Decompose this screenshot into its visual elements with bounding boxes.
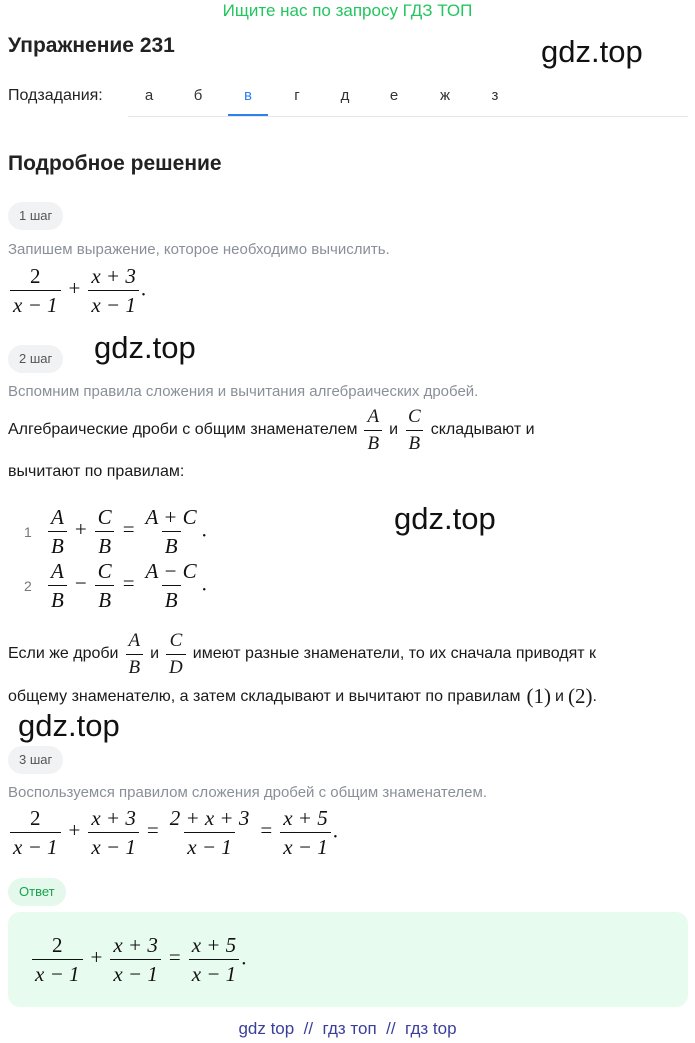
fraction: $\frac{2}{x - 1}$ (32, 933, 83, 986)
subtask-tab-b[interactable]: б (193, 87, 203, 104)
step1-badge: 1 шаг (8, 202, 63, 230)
fraction: $\frac{A + C}{B}$ (145, 505, 197, 559)
subtask-tab-g[interactable]: г (294, 87, 300, 104)
step2-text-2-line2: общему знаменателю, а затем складывают и вычитают по правилам (1) и (2) . (8, 684, 597, 708)
fraction: $\frac{x + 3}{x - 1}$ (110, 933, 161, 986)
step2-badge: 2 шаг (8, 345, 63, 373)
fraction: $\frac{A - C}{B}$ (145, 559, 197, 613)
fraction: $\frac{A}{B}$ (48, 505, 67, 558)
fraction: $\frac{C}{B}$ (95, 505, 115, 558)
subtasks-label: Подзадания: (8, 87, 103, 104)
fraction: $\frac{C}{B}$ (95, 559, 115, 612)
step1-hint: Запишем выражение, которое необходимо вычислить. (8, 241, 390, 258)
fraction: $\frac{A}{B}$ (48, 559, 67, 612)
rule-1-formula: $\frac{A}{B}$ + $\frac{C}{B}$ = $\frac{A + C}{B}$ . (46, 505, 207, 558)
step3-expression: $\frac{2}{x - 1}$ + $\frac{x + 3}{x - 1}$ = $\frac{2 + x + 3}{x - 1}$ = $\frac{x + 5}{x - 1}$ . (8, 806, 338, 859)
subtask-tab-a[interactable]: а (144, 87, 154, 104)
watermark: gdz.top (94, 330, 196, 365)
subtask-tab-d[interactable]: д (340, 87, 350, 104)
watermark: gdz.top (18, 708, 120, 743)
fraction: $\frac{x + 3}{x - 1}$ (88, 264, 139, 317)
subtasks-tabs (128, 78, 688, 117)
promo-banner[interactable]: Ищите нас по запросу ГДЗ ТОП (222, 1, 473, 20)
solution-heading: Подробное решение (8, 152, 222, 175)
fraction: $\frac{A}{B}$ (364, 406, 382, 455)
subtask-tab-v[interactable]: в (228, 78, 268, 116)
step2-hint: Вспомним правила сложения и вычитания алгебраических дробей. (8, 383, 479, 400)
watermark: gdz.top (541, 34, 643, 69)
watermark: gdz.top (394, 501, 496, 536)
step2-text-1-line2: вычитают по правилам: (8, 463, 185, 480)
subtask-tab-z[interactable]: з (491, 87, 499, 104)
step2-text-2: Если же дроби $\frac{A}{B}$ и $\frac{C}{D}$ имеют разные знаменатели, то их сначала приводят к (8, 630, 597, 678)
fraction: $\frac{2}{x - 1}$ (10, 806, 61, 859)
rule-number: 1 (24, 524, 32, 540)
subtask-tab-e[interactable]: е (389, 87, 399, 104)
fraction: $\frac{x + 5}{x - 1}$ (280, 806, 331, 859)
footer-links[interactable]: gdz top // гдз топ // гдз top (238, 1019, 457, 1038)
answer-expression: $\frac{2}{x - 1}$ + $\frac{x + 3}{x - 1}$ = $\frac{x + 5}{x - 1}$ . (30, 933, 246, 986)
fraction: $\frac{2}{x - 1}$ (10, 264, 61, 317)
step2-text-1: Алгебраические дроби с общим знаменателем $\frac{A}{B}$ и $\frac{C}{B}$ складывают и (8, 406, 535, 454)
fraction: $\frac{2 + x + 3}{x - 1}$ (169, 806, 250, 860)
page-title: Упражнение 231 (8, 34, 175, 57)
fraction: $\frac{x + 3}{x - 1}$ (88, 806, 139, 859)
step3-badge: 3 шаг (8, 746, 63, 774)
step3-hint: Воспользуемся правилом сложения дробей с общим знаменателем. (8, 784, 487, 801)
rule-number: 2 (24, 578, 32, 594)
answer-badge: Ответ (8, 878, 66, 906)
step1-expression: $\frac{2}{x - 1}$ + $\frac{x + 3}{x - 1}$ . (8, 264, 146, 317)
rule-2-formula: $\frac{A}{B}$ − $\frac{C}{B}$ = $\frac{A - C}{B}$ . (46, 559, 207, 612)
fraction: $\frac{C}{B}$ (405, 406, 424, 455)
fraction: $\frac{A}{B}$ (126, 630, 144, 679)
subtask-tab-zh[interactable]: ж (439, 87, 451, 104)
fraction: $\frac{x + 5}{x - 1}$ (189, 933, 240, 986)
fraction: $\frac{C}{D}$ (166, 630, 186, 679)
